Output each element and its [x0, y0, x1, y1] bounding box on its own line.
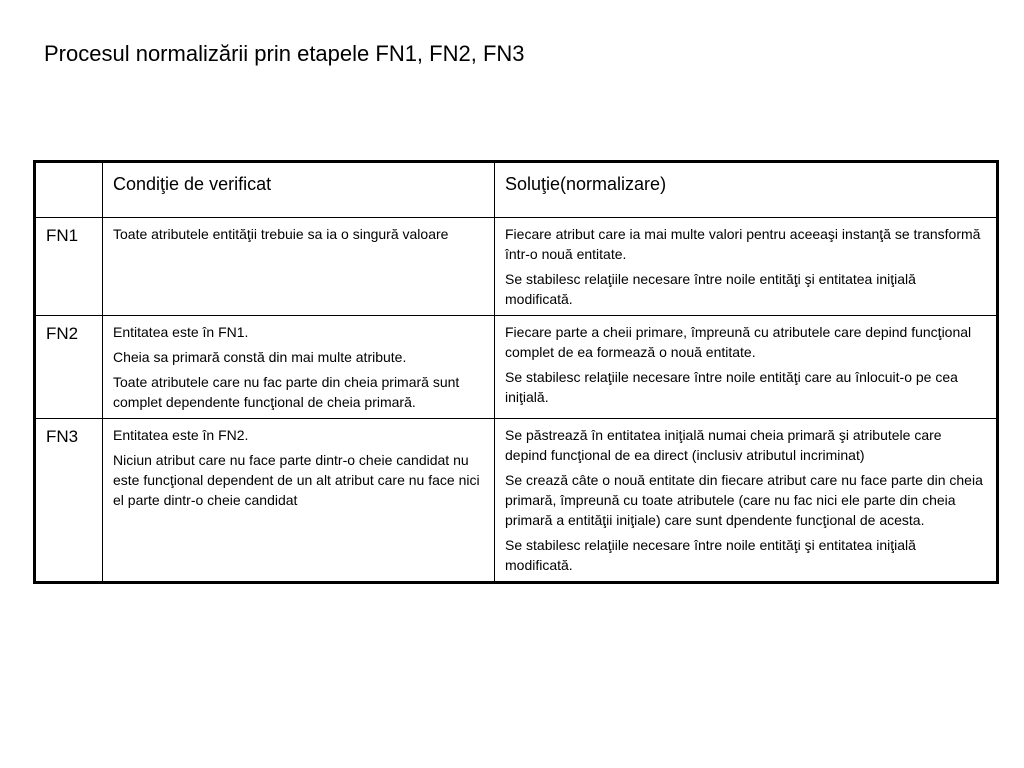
solution-text: Se crează câte o nouă entitate din fiecare atribut care nu face parte din cheia primară, împreună cu toate atributele (care nu fac nici ele parte din cheia primară a entităţii iniţiale) care sunt dpendente funcţional de acesta. — [505, 472, 983, 528]
solution-text: Se păstrează în entitatea iniţială numai cheia primară şi atributele care depind funcţional de ea direct (inclusiv atributul incriminat) — [505, 427, 942, 463]
header-solution: Soluţie(normalizare) — [495, 162, 998, 218]
condition-cell — [103, 316, 495, 419]
row-level-label: FN3 — [35, 419, 103, 583]
slide-title: Procesul normalizării prin etapele FN1, FN2, FN3 — [44, 41, 525, 66]
row-level-label: FN2 — [35, 316, 103, 419]
condition-cell — [103, 419, 495, 583]
solution-text: Fiecare parte a cheii primare, împreună cu atributele care depind funcţional complet de ea formează o nouă entitate. — [505, 324, 972, 360]
condition-text: Entitatea este în FN2. — [113, 427, 249, 443]
condition-text: Entitatea este în FN1. — [113, 324, 249, 340]
condition-text: Niciun atribut care nu face parte dintr-o cheie candidat nu este funcţional dependent de un alt atribut care nu face nici el parte dintr-o cheie candidat — [113, 452, 480, 508]
normalization-table — [33, 160, 999, 584]
table-row — [35, 419, 998, 583]
condition-cell — [103, 218, 495, 316]
solution-text: Se stabilesc relaţiile necesare între noile entităţi care au înlocuit-o pe cea iniţială. — [505, 369, 958, 405]
solution-text: Se stabilesc relaţiile necesare între noile entităţi şi entitatea iniţială modificată. — [505, 271, 916, 307]
condition-text: Cheia sa primară constă din mai multe atribute. — [113, 349, 407, 365]
header-condition: Condiţie de verificat — [103, 162, 495, 218]
table-body — [35, 218, 998, 583]
condition-text: Toate atributele entităţii trebuie sa ia o singură valoare — [113, 226, 449, 242]
solution-cell — [495, 316, 998, 419]
header-level-cell — [35, 162, 103, 218]
condition-text: Toate atributele care nu fac parte din cheia primară sunt complet dependente funcţional de cheia primară. — [113, 374, 460, 410]
table-header-row — [35, 162, 998, 218]
table-row — [35, 316, 998, 419]
solution-text: Se stabilesc relaţiile necesare între noile entităţi şi entitatea iniţială modificată. — [505, 537, 916, 573]
solution-cell — [495, 218, 998, 316]
row-level-label: FN1 — [35, 218, 103, 316]
solution-text: Fiecare atribut care ia mai multe valori pentru aceeaşi instanţă se transformă într-o nouă entitate. — [505, 226, 981, 262]
table-row — [35, 218, 998, 316]
solution-cell — [495, 419, 998, 583]
